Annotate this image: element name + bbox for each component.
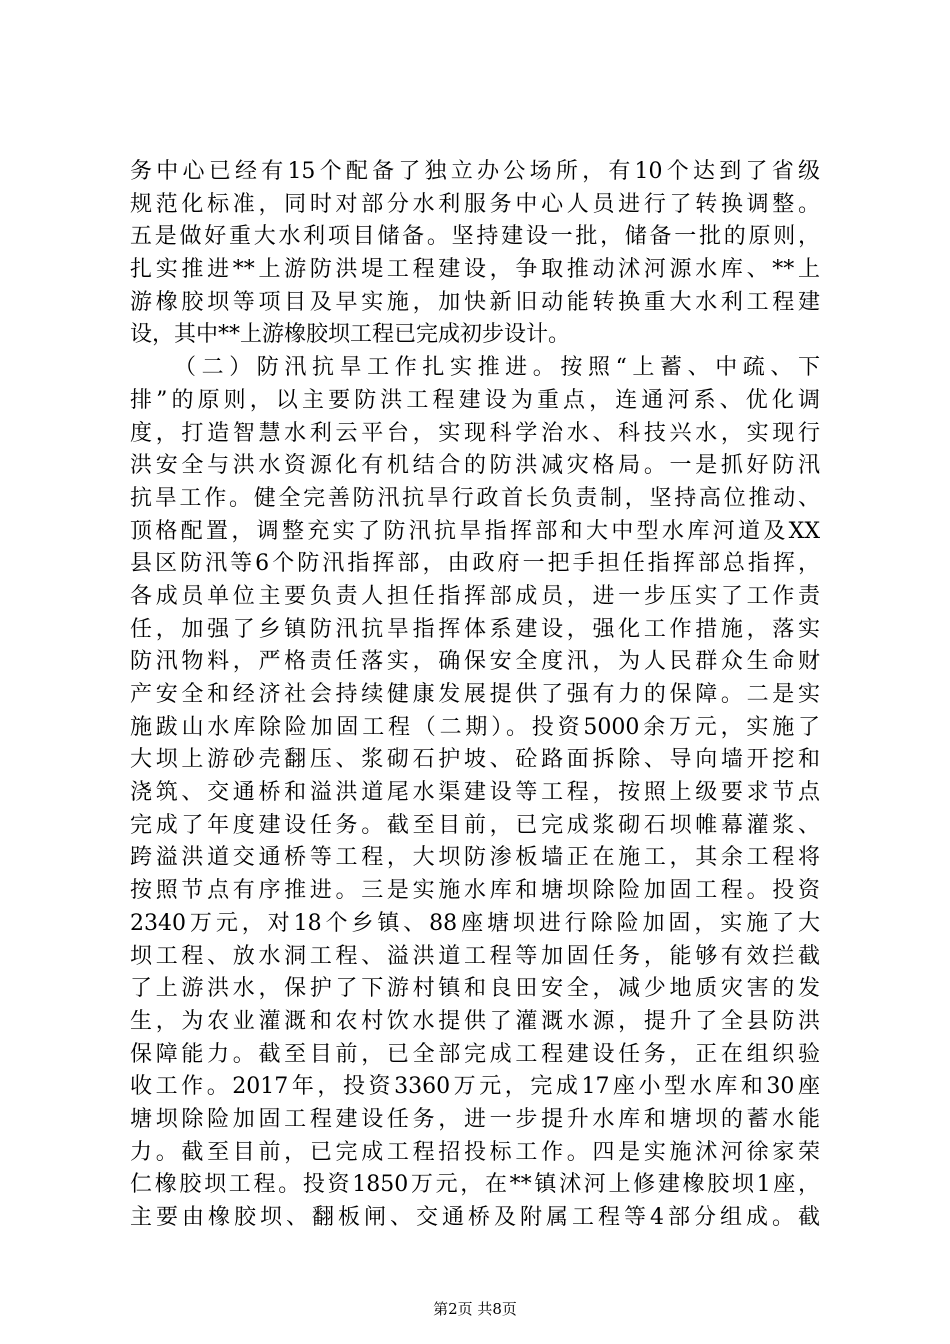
text-line: 顶格配置，调整充实了防汛抗旱指挥部和大中型水库河道及XX (130, 518, 820, 544)
text-line: 各成员单位主要负责人担任指挥部成员，进一步压实了工作责 (130, 583, 820, 609)
text-line: 保障能力。截至目前，已全部完成工程建设任务，正在组织验 (130, 1041, 820, 1067)
text-line: 主要由橡胶坝、翻板闸、交通桥及附属工程等4部分组成。截 (130, 1205, 820, 1230)
text-line: 2340万元，对18个乡镇、88座塘坝进行除险加固，实施了大 (130, 910, 820, 936)
text-line: 游橡胶坝等项目及早实施，加快新旧动能转换重大水利工程建 (130, 289, 820, 315)
page-footer (0, 1298, 950, 1319)
text-line: 防汛物料，严格责任落实，确保安全度汛，为人民群众生命财 (130, 649, 820, 675)
text-line: 抗旱工作。健全完善防汛抗旱行政首长负责制，坚持高位推动、 (130, 485, 820, 511)
text-line: 务中心已经有15个配备了独立办公场所，有10个达到了省级 (130, 159, 820, 184)
text-line: 按照节点有序推进。三是实施水库和塘坝除险加固工程。投资 (130, 878, 820, 904)
text-line: 五是做好重大水利项目储备。坚持建设一批，储备一批的原则， (130, 224, 820, 250)
text-line: 完成了年度建设任务。截至目前，已完成浆砌石坝帷幕灌浆、 (130, 812, 820, 838)
text-line: 产安全和经济社会持续健康发展提供了强有力的保障。二是实 (130, 682, 820, 707)
text-line: 县区防汛等6个防汛指挥部，由政府一把手担任指挥部总指挥， (130, 551, 820, 577)
text-line: 跨溢洪道交通桥等工程，大坝防渗板墙正在施工，其余工程将 (130, 845, 820, 871)
text-line: （二）防汛抗旱工作扎实推进。按照“上蓄、中疏、下 (174, 355, 820, 381)
text-line: 任，加强了乡镇防汛抗旱指挥体系建设，强化工作措施，落实 (130, 616, 820, 642)
text-line: 生，为农业灌溉和农村饮水提供了灌溉水源，提升了全县防洪 (130, 1008, 820, 1034)
text-line: 力。截至目前，已完成工程招投标工作。四是实施沭河徐家荣 (130, 1139, 820, 1165)
text-line: 塘坝除险加固工程建设任务，进一步提升水库和塘坝的蓄水能 (130, 1106, 820, 1132)
text-line: 施跋山水库除险加固工程（二期）。投资5000余万元，实施了 (130, 714, 820, 740)
text-line: 仁橡胶坝工程。投资1850万元，在**镇沭河上修建橡胶坝1座， (130, 1172, 820, 1198)
text-line: 排”的原则，以主要防洪工程建设为重点，连通河系、优化调 (130, 387, 820, 413)
text-line: 扎实推进**上游防洪堤工程建设，争取推动沭河源水库、**上 (130, 257, 820, 283)
text-line: 大坝上游砂壳翻压、浆砌石护坡、砼路面拆除、导向墙开挖和 (130, 747, 820, 773)
body-text (130, 156, 820, 1235)
text-line: 设，其中**上游橡胶坝工程已完成初步设计。 (130, 322, 571, 348)
page-number: 第2页 共8页 (433, 1300, 517, 1318)
text-line: 坝工程、放水洞工程、溢洪道工程等加固任务，能够有效拦截 (130, 943, 820, 969)
text-line: 了上游洪水，保护了下游村镇和良田安全，减少地质灾害的发 (130, 976, 820, 1002)
text-line: 洪安全与洪水资源化有机结合的防洪减灾格局。一是抓好防汛 (130, 453, 820, 479)
text-line: 浇筑、交通桥和溢洪道尾水渠建设等工程，按照上级要求节点 (130, 780, 820, 806)
text-line: 收工作。2017年，投资3360万元，完成17座小型水库和30座 (130, 1074, 820, 1100)
text-line: 规范化标准，同时对部分水利服务中心人员进行了转换调整。 (130, 191, 820, 217)
text-line: 度，打造智慧水利云平台，实现科学治水、科技兴水，实现行 (130, 420, 820, 446)
